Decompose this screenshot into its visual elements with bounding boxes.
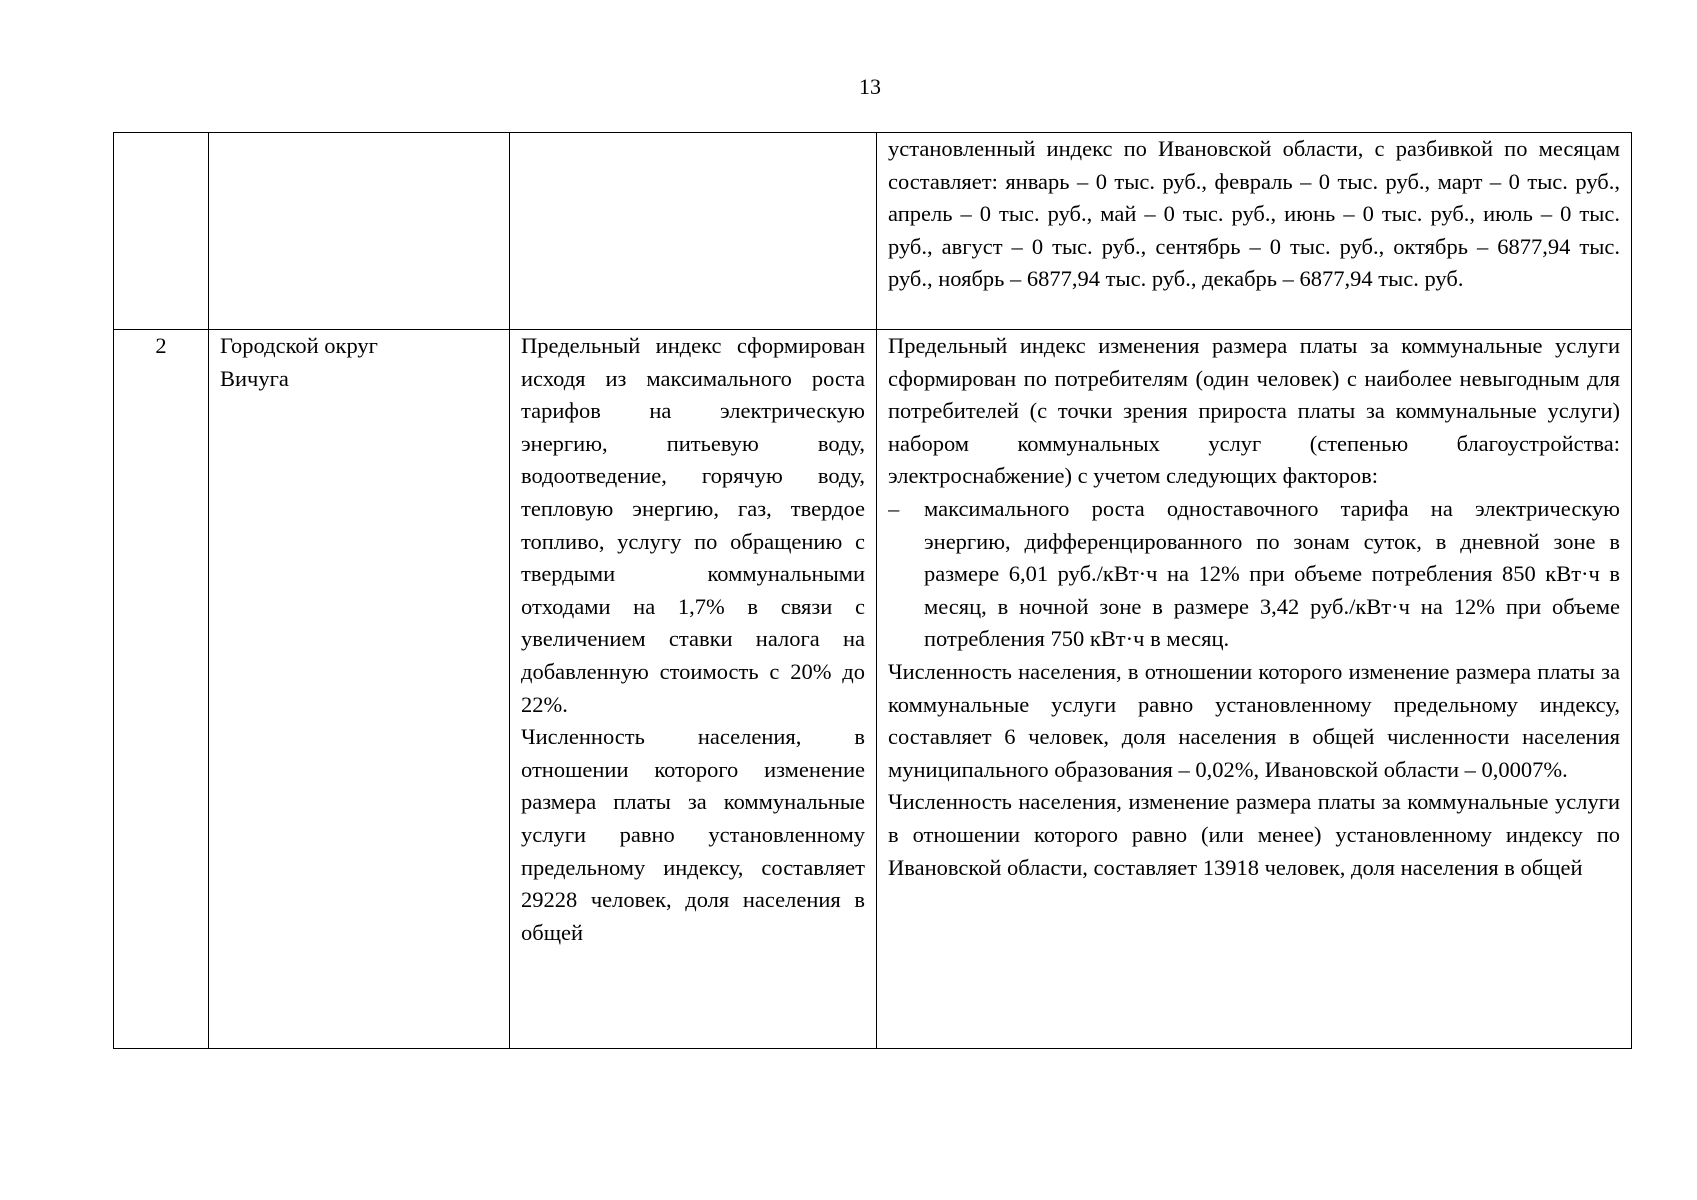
page-number: 13	[859, 74, 881, 99]
row-number-cell: 2	[114, 330, 209, 1049]
description-cell	[510, 330, 877, 1049]
description-paragraph: Численность населения, в отношении которого изменение размера платы за коммунальные услуги равно установленному предельному индексу, составляет 29228 человек, доля населения в общей	[521, 724, 865, 945]
detail-paragraph: Численность населения, изменение размера платы за коммунальные услуги в отношении которого равно (или менее) установленному индексу по Ивановской области, составляет 13918 человек, доля населения в общей	[888, 789, 1620, 880]
factor-list-item	[888, 493, 1620, 656]
data-table	[113, 132, 1632, 1049]
table-row	[114, 133, 1632, 330]
description-paragraph: Предельный индекс сформирован исходя из максимального роста тарифов на электрическую энергию, питьевую воду, водоотведение, горячую воду, тепловую энергию, газ, твердое топливо, услугу по обращению с твердыми коммунальными отходами на 1,7% в связи с увеличением ставки налога на добавленную стоимость с 20% до 22%.	[521, 333, 865, 717]
table-row	[114, 330, 1632, 1049]
description-cell	[510, 133, 877, 330]
detail-cell	[877, 330, 1632, 1049]
row-number-cell	[114, 133, 209, 330]
municipality-cell	[209, 133, 510, 330]
detail-cell	[877, 133, 1632, 330]
detail-paragraph: Предельный индекс изменения размера платы за коммунальные услуги сформирован по потребителям (один человек) с наиболее невыгодным для потребителей (с точки зрения прироста платы за коммунальные услуги) набором коммунальных услуг (степенью благоустройства: электроснабжение) с учетом следующих факторов:	[888, 333, 1620, 489]
municipality-cell	[209, 330, 510, 1049]
detail-paragraph: установленный индекс по Ивановской области, с разбивкой по месяцам составляет: январь – 0 тыс. руб., февраль – 0 тыс. руб., март – 0 тыс. руб., апрель – 0 тыс. руб., май – 0 тыс. руб., июнь – 0 тыс. руб., июль – 0 тыс. руб., август – 0 тыс. руб., сентябрь – 0 тыс. руб., октябрь – 6877,94 тыс. руб., ноябрь – 6877,94 тыс. руб., декабрь – 6877,94 тыс. руб.	[888, 136, 1620, 292]
municipality-name-line: Вичуга	[220, 365, 289, 391]
detail-paragraph: Численность населения, в отношении которого изменение размера платы за коммунальные услуги равно установленному предельному индексу, составляет 6 человек, доля населения в общей численности населения муниципального образования – 0,02%, Ивановской области – 0,0007%.	[888, 658, 1620, 782]
list-item-text: максимального роста одноставочного тарифа на электрическую энергию, дифференцированного по зонам суток, в дневной зоне в размере 6,01 руб./кВт·ч на 12% при объеме потребления 850 кВт·ч в месяц, в ночной зоне в размере 3,42 руб./кВт·ч на 12% при объеме потребления 750 кВт·ч в месяц.	[924, 495, 1620, 652]
municipality-name-line: Городской округ	[220, 333, 378, 358]
list-dash: –	[888, 495, 900, 521]
